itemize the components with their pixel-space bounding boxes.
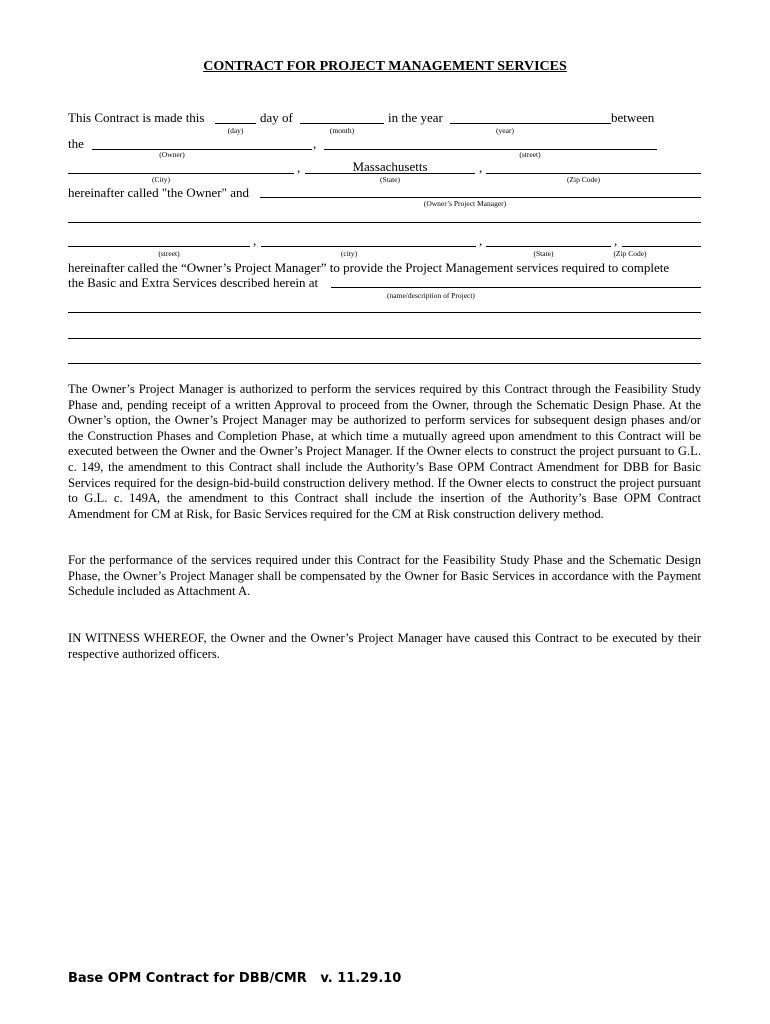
street2-label: (street): [158, 249, 180, 258]
comma-1: ,: [313, 136, 317, 151]
witness-paragraph: IN WITNESS WHEREOF, the Owner and the Owner’s Project Manager have caused this Contract to be executed by their respective authorized officers.: [68, 631, 701, 661]
authorization-paragraph: The Owner’s Project Manager is authorized to perform the services required by this Contract through the Feasibility Study Phase and, pending receipt of a written Approval to proceed from the Owner, through the Schematic Design Phase. At the Owner’s option, the Owner’s Project Manager may be authorized to perform services for subsequent design phases and/or the Construction Phases and Completion Phase, at which time a mutually agreed upon amendment to this Contract will be executed between the Owner and the Owner’s Project Manager. If the Owner elects to construct the project pursuant to G.L. c. 149, the amendment to this Contract shall include the Authority’s Base OPM Contract Amendment for DBB for Basic Services required for the design-bid-build construction delivery method. If the Owner elects to construct the project pursuant to G.L. c. 149A, the amendment to this Contract shall include the insertion of the Authority’s Base OPM Contract Amendment for CM at Risk, for Basic Services required for the CM at Risk construction delivery method.: [68, 382, 701, 521]
in-the-year-text: in the year: [388, 110, 443, 125]
comma-4: ,: [253, 233, 257, 248]
month-field[interactable]: [300, 123, 384, 124]
day-of-text: day of: [260, 110, 293, 125]
opm-city-field[interactable]: [261, 246, 476, 247]
month-label: (month): [329, 126, 355, 135]
year-label: (year): [496, 126, 514, 135]
basic-extra-text: the Basic and Extra Services described herein at: [68, 275, 319, 290]
opm-zip-field[interactable]: [622, 246, 701, 247]
compensation-paragraph: For the performance of the services required under this Contract for the Feasibility Study Phase and the Schematic Design Phase, the Owner’s Project Manager shall be compensated by the Owner for Basic Services in accordance with the Payment Schedule included as Attachment A.: [68, 553, 701, 599]
between-text: between: [611, 110, 655, 125]
intro-text: This Contract is made this: [68, 110, 205, 125]
day-field[interactable]: [215, 123, 256, 124]
project-field-2[interactable]: [68, 312, 701, 313]
the-text: the: [68, 136, 84, 151]
opm-name-field-2[interactable]: [68, 222, 701, 223]
project-field-3[interactable]: [68, 338, 701, 339]
opm-name-field[interactable]: [260, 197, 701, 198]
city2-label: (city): [340, 249, 358, 258]
hereinafter-owner-text: hereinafter called "the Owner" and: [68, 185, 249, 200]
owner-label: (Owner): [159, 150, 185, 159]
opm-label: (Owner’s Project Manager): [423, 199, 507, 208]
state-label: (State): [380, 175, 400, 184]
zip-label: (Zip Code): [566, 175, 601, 184]
hereinafter-opm-text: hereinafter called the “Owner’s Project Manager” to provide the Project Management services required to complete: [68, 260, 670, 275]
opm-street-field[interactable]: [68, 246, 250, 247]
document-title: CONTRACT FOR PROJECT MANAGEMENT SERVICES: [203, 59, 567, 74]
footer-version: Base OPM Contract for DBB/CMR v. 11.29.10: [68, 971, 402, 986]
comma-6: ,: [614, 233, 618, 248]
project-field-4[interactable]: [68, 363, 701, 364]
state2-label: (State): [533, 249, 554, 258]
project-field[interactable]: [331, 287, 701, 288]
comma-3: ,: [479, 160, 483, 175]
zip2-label: (Zip Code): [613, 249, 647, 258]
state-value: Massachusetts: [352, 159, 428, 174]
comma-2: ,: [297, 160, 301, 175]
owner-city-field[interactable]: [68, 173, 294, 174]
comma-5: ,: [479, 233, 483, 248]
opm-state-field[interactable]: [486, 246, 611, 247]
city-label: (City): [152, 175, 170, 184]
project-label: (name/description of Project): [387, 291, 475, 300]
owner-zip-field[interactable]: [486, 173, 701, 174]
street-label: (street): [519, 150, 541, 159]
day-label: (day): [227, 126, 244, 135]
year-field[interactable]: [450, 123, 611, 124]
